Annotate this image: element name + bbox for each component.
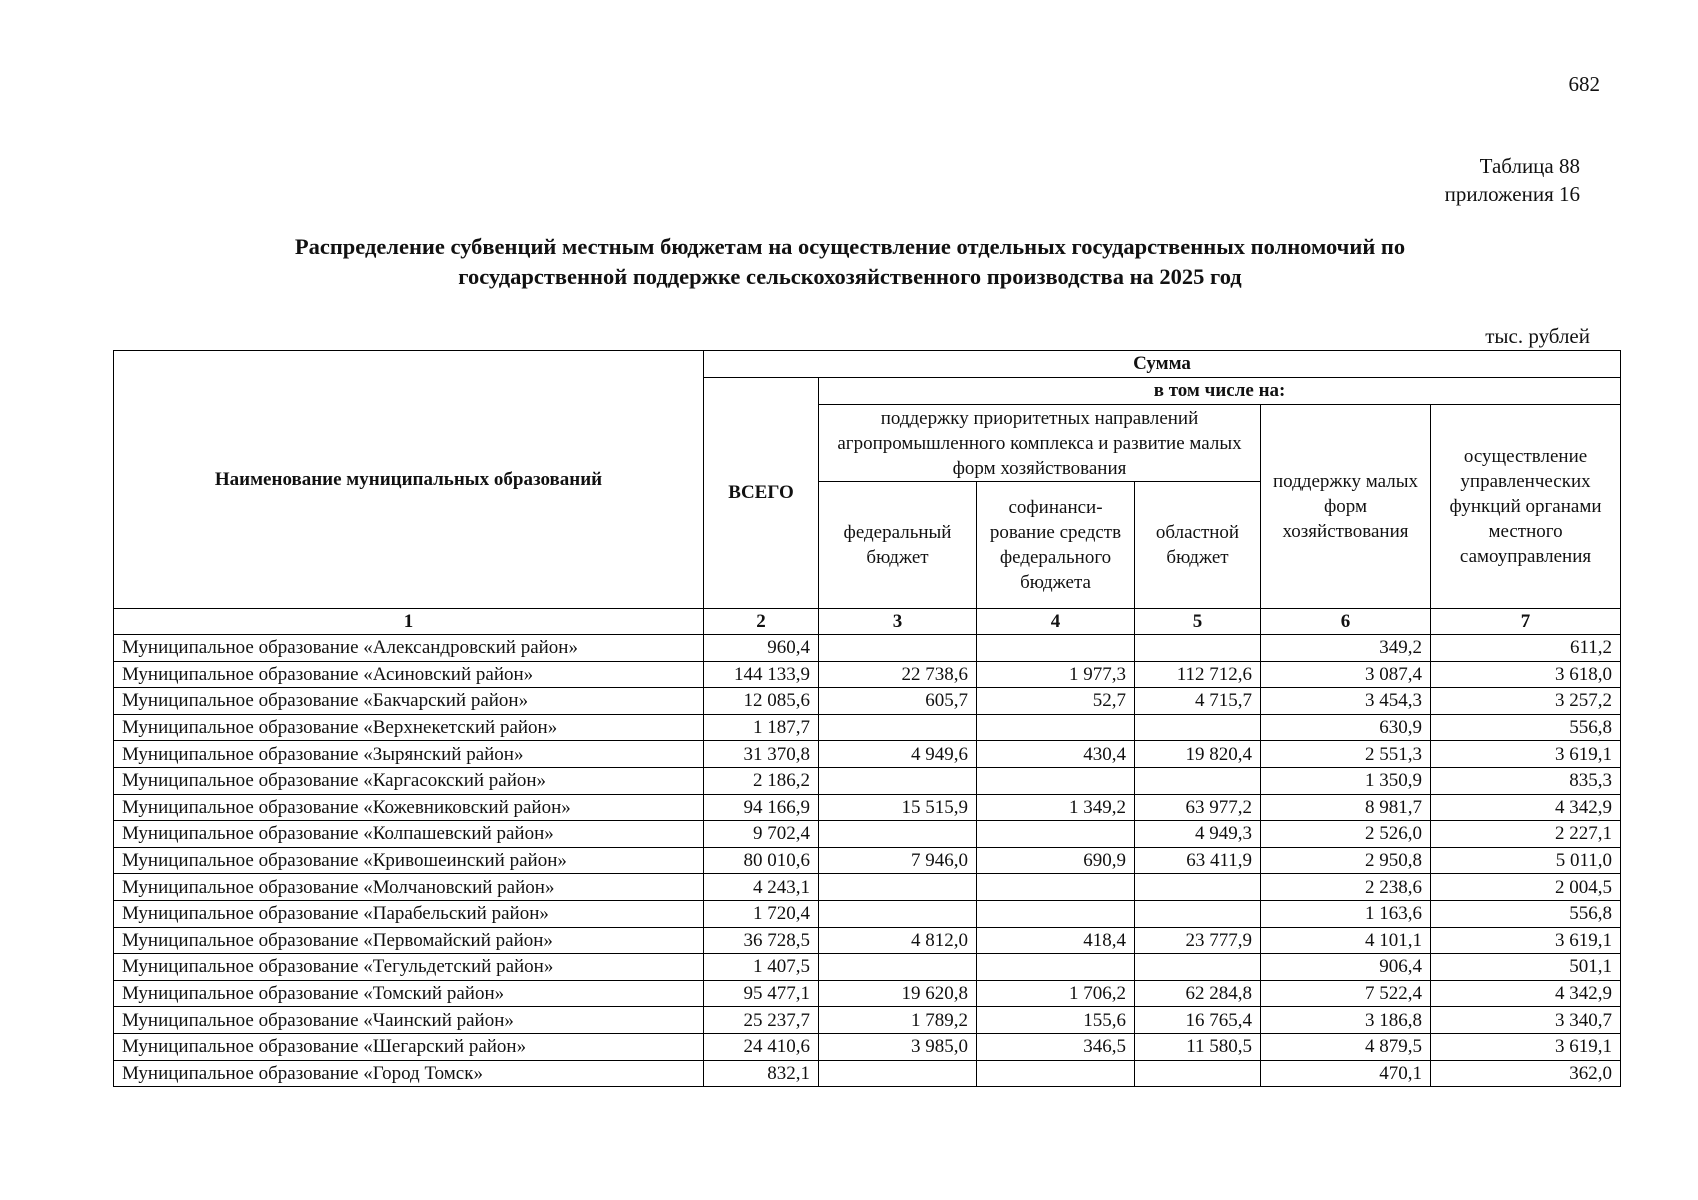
amount-cell — [977, 1060, 1135, 1087]
amount-cell: 1 720,4 — [704, 900, 819, 927]
amount-cell — [819, 874, 977, 901]
amount-cell: 3 618,0 — [1431, 661, 1621, 688]
amount-cell: 2 238,6 — [1261, 874, 1431, 901]
amount-cell: 62 284,8 — [1135, 980, 1261, 1007]
title-line-2: государственной поддержке сельскохозяйственного производства на 2025 год — [458, 264, 1242, 289]
subvention-table — [113, 350, 1621, 1087]
amount-cell: 556,8 — [1431, 714, 1621, 741]
header-cofinancing: софинанси-рование средств федерального бюджета — [977, 482, 1135, 609]
amount-cell — [1135, 635, 1261, 662]
amount-cell: 94 166,9 — [704, 794, 819, 821]
amount-cell: 4 879,5 — [1261, 1033, 1431, 1060]
amount-cell: 7 522,4 — [1261, 980, 1431, 1007]
table-row — [114, 1033, 1621, 1060]
amount-cell: 1 789,2 — [819, 1007, 977, 1034]
amount-cell: 4 101,1 — [1261, 927, 1431, 954]
document-title — [130, 232, 1570, 292]
municipality-name-cell: Муниципальное образование «Александровский район» — [114, 635, 704, 662]
municipality-name-cell: Муниципальное образование «Город Томск» — [114, 1060, 704, 1087]
amount-cell: 80 010,6 — [704, 847, 819, 874]
amount-cell: 31 370,8 — [704, 741, 819, 768]
header-regional: областной бюджет — [1135, 482, 1261, 609]
amount-cell: 22 738,6 — [819, 661, 977, 688]
column-number: 1 — [114, 609, 704, 635]
amount-cell: 1 350,9 — [1261, 767, 1431, 794]
table-row — [114, 980, 1621, 1007]
amount-cell: 155,6 — [977, 1007, 1135, 1034]
amount-cell: 3 985,0 — [819, 1033, 977, 1060]
municipality-name-cell: Муниципальное образование «Парабельский район» — [114, 900, 704, 927]
amount-cell — [1135, 767, 1261, 794]
table-row — [114, 874, 1621, 901]
page-number: 682 — [1568, 72, 1600, 96]
amount-cell: 2 186,2 — [704, 767, 819, 794]
amount-cell: 52,7 — [977, 688, 1135, 715]
amount-cell — [819, 714, 977, 741]
amount-cell: 4 949,3 — [1135, 821, 1261, 848]
municipality-name-cell: Муниципальное образование «Асиновский район» — [114, 661, 704, 688]
municipality-name-cell: Муниципальное образование «Молчановский район» — [114, 874, 704, 901]
table-row — [114, 661, 1621, 688]
table-row — [114, 1060, 1621, 1087]
municipality-name-cell: Муниципальное образование «Каргасокский район» — [114, 767, 704, 794]
column-number-row — [114, 609, 1621, 635]
table-reference — [1300, 152, 1580, 208]
amount-cell: 4 812,0 — [819, 927, 977, 954]
amount-cell: 19 620,8 — [819, 980, 977, 1007]
amount-cell: 3 619,1 — [1431, 927, 1621, 954]
table-row — [114, 635, 1621, 662]
amount-cell: 95 477,1 — [704, 980, 819, 1007]
table-row — [114, 900, 1621, 927]
amount-cell: 2 551,3 — [1261, 741, 1431, 768]
amount-cell: 11 580,5 — [1135, 1033, 1261, 1060]
amount-cell: 8 981,7 — [1261, 794, 1431, 821]
table-header — [114, 351, 1621, 635]
amount-cell: 5 011,0 — [1431, 847, 1621, 874]
amount-cell — [819, 900, 977, 927]
column-number: 6 — [1261, 609, 1431, 635]
amount-cell: 362,0 — [1431, 1060, 1621, 1087]
amount-cell: 2 227,1 — [1431, 821, 1621, 848]
table-row — [114, 741, 1621, 768]
amount-cell: 63 977,2 — [1135, 794, 1261, 821]
municipality-name-cell: Муниципальное образование «Кривошеинский район» — [114, 847, 704, 874]
amount-cell: 4 715,7 — [1135, 688, 1261, 715]
municipality-name-cell: Муниципальное образование «Шегарский район» — [114, 1033, 704, 1060]
amount-cell — [977, 767, 1135, 794]
amount-cell — [819, 954, 977, 981]
table-row — [114, 847, 1621, 874]
amount-cell: 112 712,6 — [1135, 661, 1261, 688]
amount-cell: 3 257,2 — [1431, 688, 1621, 715]
amount-cell: 470,1 — [1261, 1060, 1431, 1087]
amount-cell — [1135, 1060, 1261, 1087]
amount-cell: 3 619,1 — [1431, 1033, 1621, 1060]
header-total: ВСЕГО — [704, 378, 819, 609]
municipality-name-cell: Муниципальное образование «Кожевниковский район» — [114, 794, 704, 821]
municipality-name-cell: Муниципальное образование «Колпашевский район» — [114, 821, 704, 848]
amount-cell — [1135, 874, 1261, 901]
table-body — [114, 635, 1621, 1087]
amount-cell: 3 087,4 — [1261, 661, 1431, 688]
amount-cell — [819, 821, 977, 848]
amount-cell: 349,2 — [1261, 635, 1431, 662]
amount-cell: 346,5 — [977, 1033, 1135, 1060]
title-line-1: Распределение субвенций местным бюджетам на осуществление отдельных государственных полномочий по — [294, 234, 1406, 259]
amount-cell — [1135, 954, 1261, 981]
amount-cell: 3 186,8 — [1261, 1007, 1431, 1034]
amount-cell: 906,4 — [1261, 954, 1431, 981]
table-row — [114, 821, 1621, 848]
amount-cell: 1 163,6 — [1261, 900, 1431, 927]
amount-cell: 418,4 — [977, 927, 1135, 954]
table-row — [114, 794, 1621, 821]
municipality-name-cell: Муниципальное образование «Тегульдетский район» — [114, 954, 704, 981]
amount-cell: 3 340,7 — [1431, 1007, 1621, 1034]
amount-cell: 12 085,6 — [704, 688, 819, 715]
amount-cell: 15 515,9 — [819, 794, 977, 821]
amount-cell — [1135, 714, 1261, 741]
amount-cell: 832,1 — [704, 1060, 819, 1087]
column-number: 7 — [1431, 609, 1621, 635]
amount-cell: 690,9 — [977, 847, 1135, 874]
table-row — [114, 714, 1621, 741]
amount-cell: 4 342,9 — [1431, 980, 1621, 1007]
units-label: тыс. рублей — [1485, 324, 1590, 348]
table-row — [114, 927, 1621, 954]
amount-cell — [977, 874, 1135, 901]
municipality-name-cell: Муниципальное образование «Томский район» — [114, 980, 704, 1007]
amount-cell: 430,4 — [977, 741, 1135, 768]
municipality-name-cell: Муниципальное образование «Чаинский район» — [114, 1007, 704, 1034]
amount-cell: 556,8 — [1431, 900, 1621, 927]
amount-cell: 960,4 — [704, 635, 819, 662]
table-row — [114, 688, 1621, 715]
amount-cell: 19 820,4 — [1135, 741, 1261, 768]
amount-cell: 1 977,3 — [977, 661, 1135, 688]
header-management: осуществление управленческих функций органами местного самоуправления — [1431, 405, 1621, 609]
amount-cell: 24 410,6 — [704, 1033, 819, 1060]
amount-cell: 1 187,7 — [704, 714, 819, 741]
column-number: 3 — [819, 609, 977, 635]
column-number: 2 — [704, 609, 819, 635]
amount-cell: 1 407,5 — [704, 954, 819, 981]
municipality-name-cell: Муниципальное образование «Верхнекетский район» — [114, 714, 704, 741]
municipality-name-cell: Муниципальное образование «Бакчарский район» — [114, 688, 704, 715]
municipality-name-cell: Муниципальное образование «Первомайский район» — [114, 927, 704, 954]
amount-cell: 4 342,9 — [1431, 794, 1621, 821]
amount-cell: 23 777,9 — [1135, 927, 1261, 954]
header-including: в том числе на: — [819, 378, 1621, 405]
amount-cell — [977, 900, 1135, 927]
amount-cell: 2 950,8 — [1261, 847, 1431, 874]
amount-cell — [977, 714, 1135, 741]
amount-cell — [977, 635, 1135, 662]
table-number: Таблица 88 — [1479, 154, 1580, 178]
amount-cell: 835,3 — [1431, 767, 1621, 794]
amount-cell: 630,9 — [1261, 714, 1431, 741]
header-name: Наименование муниципальных образований — [114, 351, 704, 609]
amount-cell — [819, 767, 977, 794]
amount-cell: 1 706,2 — [977, 980, 1135, 1007]
header-small-forms: поддержку малых форм хозяйствования — [1261, 405, 1431, 609]
amount-cell: 4 949,6 — [819, 741, 977, 768]
amount-cell: 605,7 — [819, 688, 977, 715]
amount-cell: 1 349,2 — [977, 794, 1135, 821]
amount-cell: 25 237,7 — [704, 1007, 819, 1034]
amount-cell: 4 243,1 — [704, 874, 819, 901]
table-row — [114, 1007, 1621, 1034]
amount-cell — [819, 1060, 977, 1087]
amount-cell — [977, 954, 1135, 981]
amount-cell: 7 946,0 — [819, 847, 977, 874]
amount-cell: 144 133,9 — [704, 661, 819, 688]
amount-cell: 63 411,9 — [1135, 847, 1261, 874]
amount-cell: 16 765,4 — [1135, 1007, 1261, 1034]
amount-cell: 501,1 — [1431, 954, 1621, 981]
amount-cell — [819, 635, 977, 662]
amount-cell: 2 526,0 — [1261, 821, 1431, 848]
table-row — [114, 954, 1621, 981]
header-sum: Сумма — [704, 351, 1621, 378]
appendix-number: приложения 16 — [1444, 182, 1580, 206]
amount-cell: 2 004,5 — [1431, 874, 1621, 901]
column-number: 5 — [1135, 609, 1261, 635]
amount-cell: 3 619,1 — [1431, 741, 1621, 768]
table-row — [114, 767, 1621, 794]
amount-cell: 611,2 — [1431, 635, 1621, 662]
amount-cell: 36 728,5 — [704, 927, 819, 954]
amount-cell: 3 454,3 — [1261, 688, 1431, 715]
amount-cell: 9 702,4 — [704, 821, 819, 848]
header-priority-group: поддержку приоритетных направлений агропромышленного комплекса и развитие малых форм хозяйствования — [819, 405, 1261, 482]
amount-cell — [1135, 900, 1261, 927]
header-federal: федеральный бюджет — [819, 482, 977, 609]
column-number: 4 — [977, 609, 1135, 635]
amount-cell — [977, 821, 1135, 848]
municipality-name-cell: Муниципальное образование «Зырянский район» — [114, 741, 704, 768]
